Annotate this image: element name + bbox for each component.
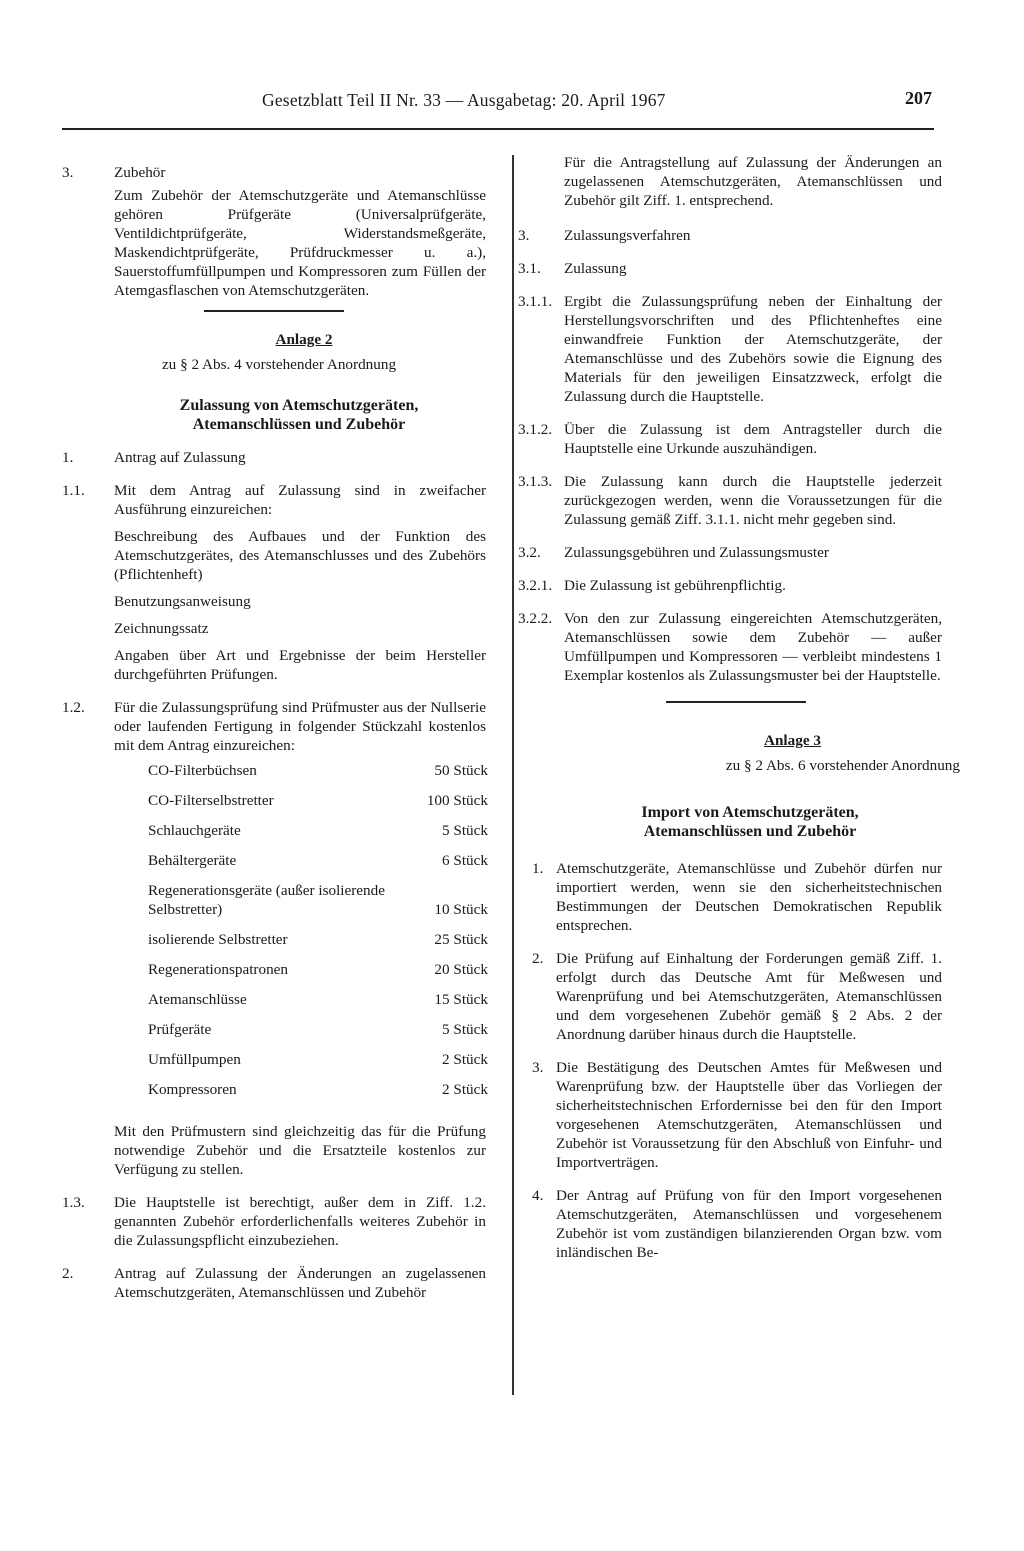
table-row bbox=[148, 761, 488, 791]
section-text: Die Zulassung kann durch die Hauptstelle jederzeit zurückgezogen werden, wenn die Voraussetzungen für die Zulassung gemäß Ziff. 3.1.1. nicht mehr gegeben sind. bbox=[564, 473, 942, 528]
item-name: Umfüllpumpen bbox=[148, 1051, 241, 1068]
item-number: 1. bbox=[532, 860, 544, 877]
item-text: Atemschutzgeräte, Atemanschlüsse und Zubehör dürfen nur importiert werden, wenn sie den sicherheitstechnischen Bestimmungen der Deutschen Demokratischen Republik entsprechen. bbox=[556, 860, 942, 934]
item-name: CO-Filterbüchsen bbox=[148, 762, 257, 779]
section-number: 1.1. bbox=[62, 482, 85, 499]
table-row bbox=[148, 881, 488, 930]
section-text: Zulassungsgebühren und Zulassungsmuster bbox=[564, 544, 829, 561]
section-text: Antrag auf Zulassung bbox=[114, 449, 246, 466]
item-text: Der Antrag auf Prüfung von für den Import vorgesehenen Atemschutzgeräten, Atemanschlüssen und vorgesehenem Zubehör ist vom zuständigen bilanzierenden Organ bzw. vom inländischen Be- bbox=[556, 1187, 942, 1261]
table-row bbox=[148, 1080, 488, 1110]
item-quantity: 10 Stück bbox=[434, 901, 488, 918]
section-text: Über die Zulassung ist dem Antragsteller durch die Hauptstelle eine Urkunde auszuhändigen. bbox=[564, 421, 942, 457]
continued-paragraph: Für die Antragstellung auf Zulassung der Änderungen an zugelassenen Atemschutzgeräten, Atemanschlüssen und Zubehör gilt Ziff. 1. entsprechend. bbox=[564, 154, 942, 209]
item-number: 3. bbox=[532, 1059, 544, 1076]
section-text: Antrag auf Zulassung der Änderungen an zugelassenen Atemschutzgeräten, Atemanschlüssen und Zubehör bbox=[114, 1265, 486, 1301]
section-3-1-2 bbox=[518, 420, 942, 458]
section-3-1-3 bbox=[518, 472, 942, 529]
item-name: CO-Filterselbstretter bbox=[148, 792, 274, 809]
document-list-item: Angaben über Art und Ergebnisse der beim Hersteller durchgeführten Prüfungen. bbox=[114, 647, 486, 683]
section-text: Ergibt die Zulassungsprüfung neben der Einhaltung der Herstellungsvorschriften und des Pflichtenheftes eine einwandfreie Funktion der Atemschutzgeräte, der Atemanschlüsse und des Zubehörs sowie die Eignung des Materials für den jeweiligen Einsatzzweck, erfolgt die Zulassung durch die Hauptstelle. bbox=[564, 293, 942, 405]
item-name: Schlauchgeräte bbox=[148, 822, 241, 839]
section-number: 3. bbox=[62, 164, 74, 181]
anlage-2-label: Anlage 2 bbox=[275, 331, 333, 348]
item-quantity: 15 Stück bbox=[434, 991, 488, 1008]
item-name: Behältergeräte bbox=[148, 852, 237, 869]
section-text: Die Hauptstelle ist berechtigt, außer dem in Ziff. 1.2. genannten Zubehör erforderlichenfalls weiteres Zubehör in die Zulassungspflicht einzubeziehen. bbox=[114, 1194, 486, 1249]
section-1-2-note: Mit den Prüfmustern sind gleichzeitig das für die Prüfung notwendige Zubehör und die Ersatzteile kostenlos zur Verfügung zu stellen. bbox=[114, 1123, 486, 1178]
section-number: 1.3. bbox=[62, 1194, 85, 1211]
section-2 bbox=[62, 1264, 486, 1302]
item-name: Atemanschlüsse bbox=[148, 991, 247, 1008]
heading-line: Import von Atemschutzgeräten, bbox=[641, 804, 859, 821]
anlage-2-heading bbox=[112, 396, 486, 434]
table-row bbox=[148, 930, 488, 960]
header-title: Gesetzblatt Teil II Nr. 33 — Ausgabetag: 20. April 1967 bbox=[262, 90, 666, 110]
item-quantity: 2 Stück bbox=[442, 1081, 488, 1098]
separator-rule bbox=[204, 310, 344, 312]
section-number: 3.1.2. bbox=[518, 421, 553, 438]
item-quantity: 6 Stück bbox=[442, 852, 488, 869]
section-3-1 bbox=[518, 259, 942, 278]
right-column bbox=[518, 153, 960, 1276]
section-number: 2. bbox=[62, 1265, 74, 1282]
anlage-3-heading bbox=[558, 803, 942, 841]
anlage-3-reference: zu § 2 Abs. 6 vorstehender Anordnung bbox=[725, 757, 960, 774]
import-item-1 bbox=[518, 859, 942, 935]
section-text: Für die Zulassungsprüfung sind Prüfmuster aus der Nullserie oder laufenden Fertigung in folgender Stückzahl kostenlos mit dem Antrag einzureichen: bbox=[114, 699, 486, 754]
section-number: 3.2. bbox=[518, 544, 541, 561]
item-quantity: 5 Stück bbox=[442, 822, 488, 839]
document-list-item: Benutzungsanweisung bbox=[114, 593, 251, 610]
section-text: Die Zulassung ist gebührenpflichtig. bbox=[564, 577, 786, 594]
section-number: 3.2.2. bbox=[518, 610, 553, 627]
import-item-2 bbox=[518, 949, 942, 1044]
section-number: 3.1.3. bbox=[518, 473, 553, 490]
page-header bbox=[62, 90, 934, 130]
section-text: Zulassungsverfahren bbox=[564, 227, 691, 244]
heading-line: Zulassung von Atemschutzgeräten, bbox=[179, 397, 419, 414]
item-name: Regenerationsgeräte (außer isolierende Selbstretter) bbox=[148, 882, 385, 918]
document-list-item: Zeichnungssatz bbox=[114, 620, 209, 637]
item-name: Kompressoren bbox=[148, 1081, 237, 1098]
section-3 bbox=[518, 226, 942, 245]
section-3-2 bbox=[518, 543, 942, 562]
table-row bbox=[148, 1020, 488, 1050]
table-row bbox=[148, 791, 488, 821]
heading-line: Atemanschlüssen und Zubehör bbox=[643, 823, 857, 840]
table-row bbox=[148, 1050, 488, 1080]
section-1-1 bbox=[62, 481, 486, 519]
zubehoer-text: Zum Zubehör der Atemschutzgeräte und Atemanschlüsse gehören Prüfgeräte (Universalprüfgeräte, Ventildichtprüfgeräte, Widerstandsmeßgeräte, Maskendichtprüfgeräte, Prüfdruckmesser u. a.), Sauerstoffumfüllpumpen und Kompressoren zum Füllen der Atemgasflaschen von Atemschutzgeräten. bbox=[114, 187, 486, 299]
section-title: Zubehör bbox=[114, 164, 166, 181]
section-number: 3.1. bbox=[518, 260, 541, 277]
section-3-2-2 bbox=[518, 609, 942, 685]
table-row bbox=[148, 851, 488, 881]
item-quantity: 20 Stück bbox=[434, 961, 488, 978]
section-3-1-1 bbox=[518, 292, 942, 406]
section-3-zubehoer bbox=[62, 163, 486, 182]
anlage-2-reference: zu § 2 Abs. 4 vorstehender Anordnung bbox=[161, 356, 397, 373]
item-name: isolierende Selbstretter bbox=[148, 931, 288, 948]
item-number: 2. bbox=[532, 950, 544, 967]
item-text: Die Prüfung auf Einhaltung der Forderungen gemäß Ziff. 1. erfolgt durch das Deutsche Amt für Meßwesen und Warenprüfung und bei Atemschutzgeräten, Atemanschlüssen und dem vorgesehenen Zubehör gemäß § 2 Abs. 2 der Anordnung darüber hinaus durch die Hauptstelle. bbox=[556, 950, 942, 1043]
page-number: 207 bbox=[905, 88, 932, 108]
section-text: Zulassung bbox=[564, 260, 627, 277]
column-divider bbox=[512, 155, 514, 1395]
sample-quantity-table bbox=[148, 761, 488, 1110]
section-number: 1.2. bbox=[62, 699, 85, 716]
section-text: Von den zur Zulassung eingereichten Atemschutzgeräten, Atemanschlüssen sowie dem Zubehör — außer Umfüllpumpen und Kompressoren — verbleibt mindestens 1 Exemplar kostenlos als Zulassungsmuster bei der Hauptstelle. bbox=[564, 610, 942, 684]
separator-rule bbox=[666, 701, 806, 703]
item-name: Regenerationspatronen bbox=[148, 961, 289, 978]
item-name: Prüfgeräte bbox=[148, 1021, 212, 1038]
item-quantity: 100 Stück bbox=[426, 792, 488, 809]
table-row bbox=[148, 821, 488, 851]
section-text: Mit dem Antrag auf Zulassung sind in zweifacher Ausführung einzureichen: bbox=[114, 482, 486, 518]
anlage-3-label: Anlage 3 bbox=[764, 732, 821, 749]
document-list-item: Beschreibung des Aufbaues und der Funktion des Atemschutzgerätes, des Atemanschlusses und des Zubehörs (Pflichtenheft) bbox=[114, 528, 486, 583]
table-row bbox=[148, 990, 488, 1020]
import-item-3 bbox=[518, 1058, 942, 1172]
section-number: 1. bbox=[62, 449, 74, 466]
section-1-2 bbox=[62, 698, 486, 755]
heading-line: Atemanschlüssen und Zubehör bbox=[192, 416, 406, 433]
section-number: 3. bbox=[518, 227, 530, 244]
item-text: Die Bestätigung des Deutschen Amtes für Meßwesen und Warenprüfung bzw. der Hauptstelle über das Vorliegen der sicherheitstechnischen Erfordernisse bei den für den Import vorgesehenen Atemschutzgeräten, Atemanschlüssen und Zubehör ist Voraussetzung für den Abschluß von Einfuhr- und Importverträgen. bbox=[556, 1059, 942, 1171]
left-column bbox=[62, 163, 486, 1316]
import-item-4 bbox=[518, 1186, 942, 1262]
item-quantity: 5 Stück bbox=[442, 1021, 488, 1038]
section-3-2-1 bbox=[518, 576, 942, 595]
section-number: 3.1.1. bbox=[518, 293, 553, 310]
item-number: 4. bbox=[532, 1187, 544, 1204]
section-1-3 bbox=[62, 1193, 486, 1250]
item-quantity: 2 Stück bbox=[442, 1051, 488, 1068]
item-quantity: 50 Stück bbox=[434, 762, 488, 779]
table-row bbox=[148, 960, 488, 990]
item-quantity: 25 Stück bbox=[434, 931, 488, 948]
section-number: 3.2.1. bbox=[518, 577, 553, 594]
section-1 bbox=[62, 448, 486, 467]
